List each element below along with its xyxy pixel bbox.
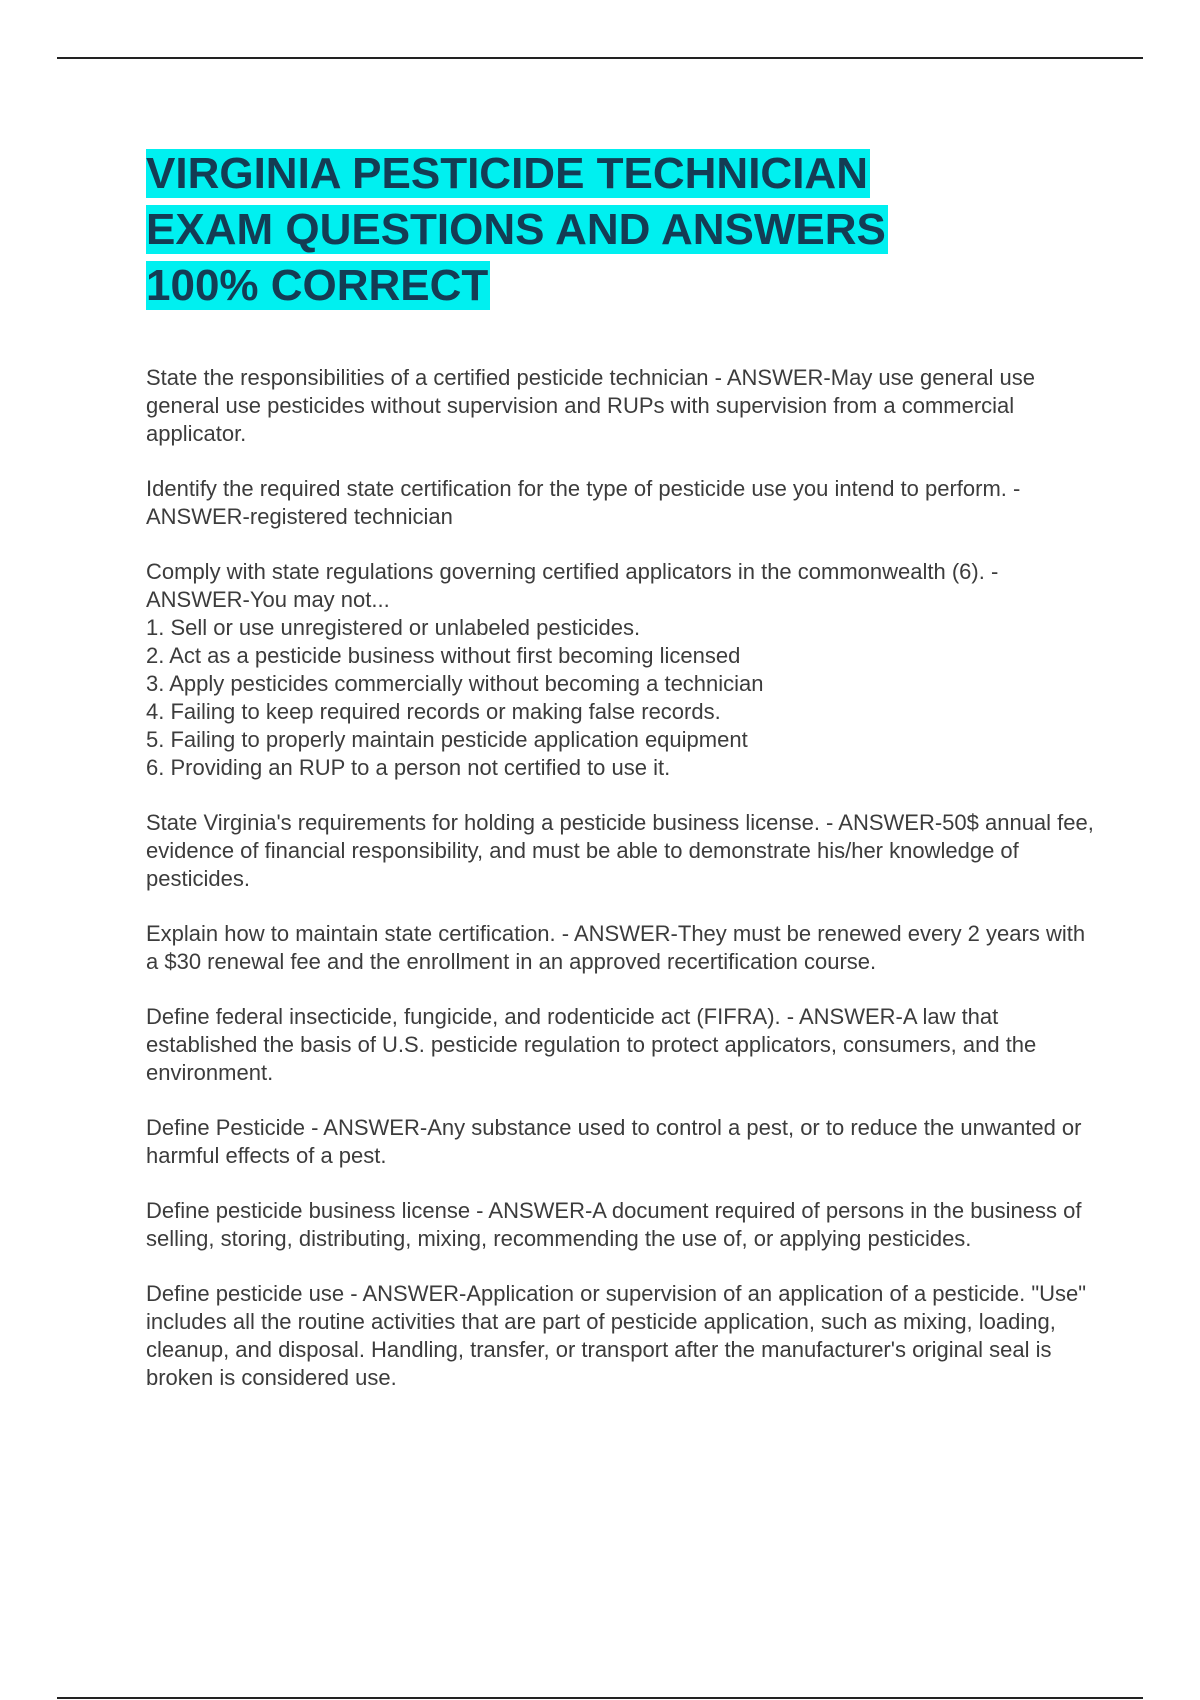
qa-entry-7: Define Pesticide - ANSWER-Any substance used to control a pest, or to reduce the unwanted or harmful effects of a pest.	[146, 1115, 1082, 1168]
title-line-1: VIRGINIA PESTICIDE TECHNICIAN	[146, 149, 868, 198]
title-line-2: EXAM QUESTIONS AND ANSWERS	[146, 205, 886, 254]
qa-entry-4: State Virginia's requirements for holding a pesticide business license. - ANSWER-50$ annual fee, evidence of financial responsibility, and must be able to demonstrate his/her knowledge of pesticides.	[146, 810, 1094, 891]
list-item: 5. Failing to properly maintain pesticide application equipment	[146, 727, 748, 752]
qa-entry-3	[146, 558, 1096, 782]
qa-entry-8: Define pesticide business license - ANSWER-A document required of persons in the business of selling, storing, distributing, mixing, recommending the use of, or applying pesticides.	[146, 1198, 1082, 1251]
list-item: 2. Act as a pesticide business without first becoming licensed	[146, 643, 741, 668]
list-item: 6. Providing an RUP to a person not certified to use it.	[146, 755, 671, 780]
document-body	[146, 146, 1096, 1419]
qa-entry-3-list	[146, 614, 1096, 782]
list-item: 3. Apply pesticides commercially without becoming a technician	[146, 671, 764, 696]
qa-entry-5: Explain how to maintain state certification. - ANSWER-They must be renewed every 2 years with a $30 renewal fee and the enrollment in an approved recertification course.	[146, 921, 1086, 974]
document-title	[146, 146, 1096, 314]
qa-entry-9: Define pesticide use - ANSWER-Application or supervision of an application of a pesticide. "Use" includes all the routine activities that are part of pesticide application, such as mixing, loading, cleanup, and disposal. Handling, transfer, or transport after the manufacturer's original seal is broken is considered use.	[146, 1281, 1087, 1390]
qa-list	[146, 364, 1096, 1392]
qa-entry-1: State the responsibilities of a certified pesticide technician - ANSWER-May use general use general use pesticides without supervision and RUPs with supervision from a commercial applicator.	[146, 365, 1035, 446]
qa-entry-6: Define federal insecticide, fungicide, and rodenticide act (FIFRA). - ANSWER-A law that established the basis of U.S. pesticide regulation to protect applicators, consumers, and the environment.	[146, 1004, 1037, 1085]
list-item: 1. Sell or use unregistered or unlabeled pesticides.	[146, 615, 641, 640]
qa-entry-3-question: Comply with state regulations governing certified applicators in the commonwealth (6). - ANSWER-You may not...	[146, 559, 999, 612]
top-rule	[57, 57, 1143, 59]
title-line-3: 100% CORRECT	[146, 261, 489, 310]
qa-entry-2: Identify the required state certification for the type of pesticide use you intend to perform. - ANSWER-registered technician	[146, 476, 1021, 529]
bottom-rule	[57, 1697, 1143, 1699]
list-item: 4. Failing to keep required records or making false records.	[146, 699, 721, 724]
